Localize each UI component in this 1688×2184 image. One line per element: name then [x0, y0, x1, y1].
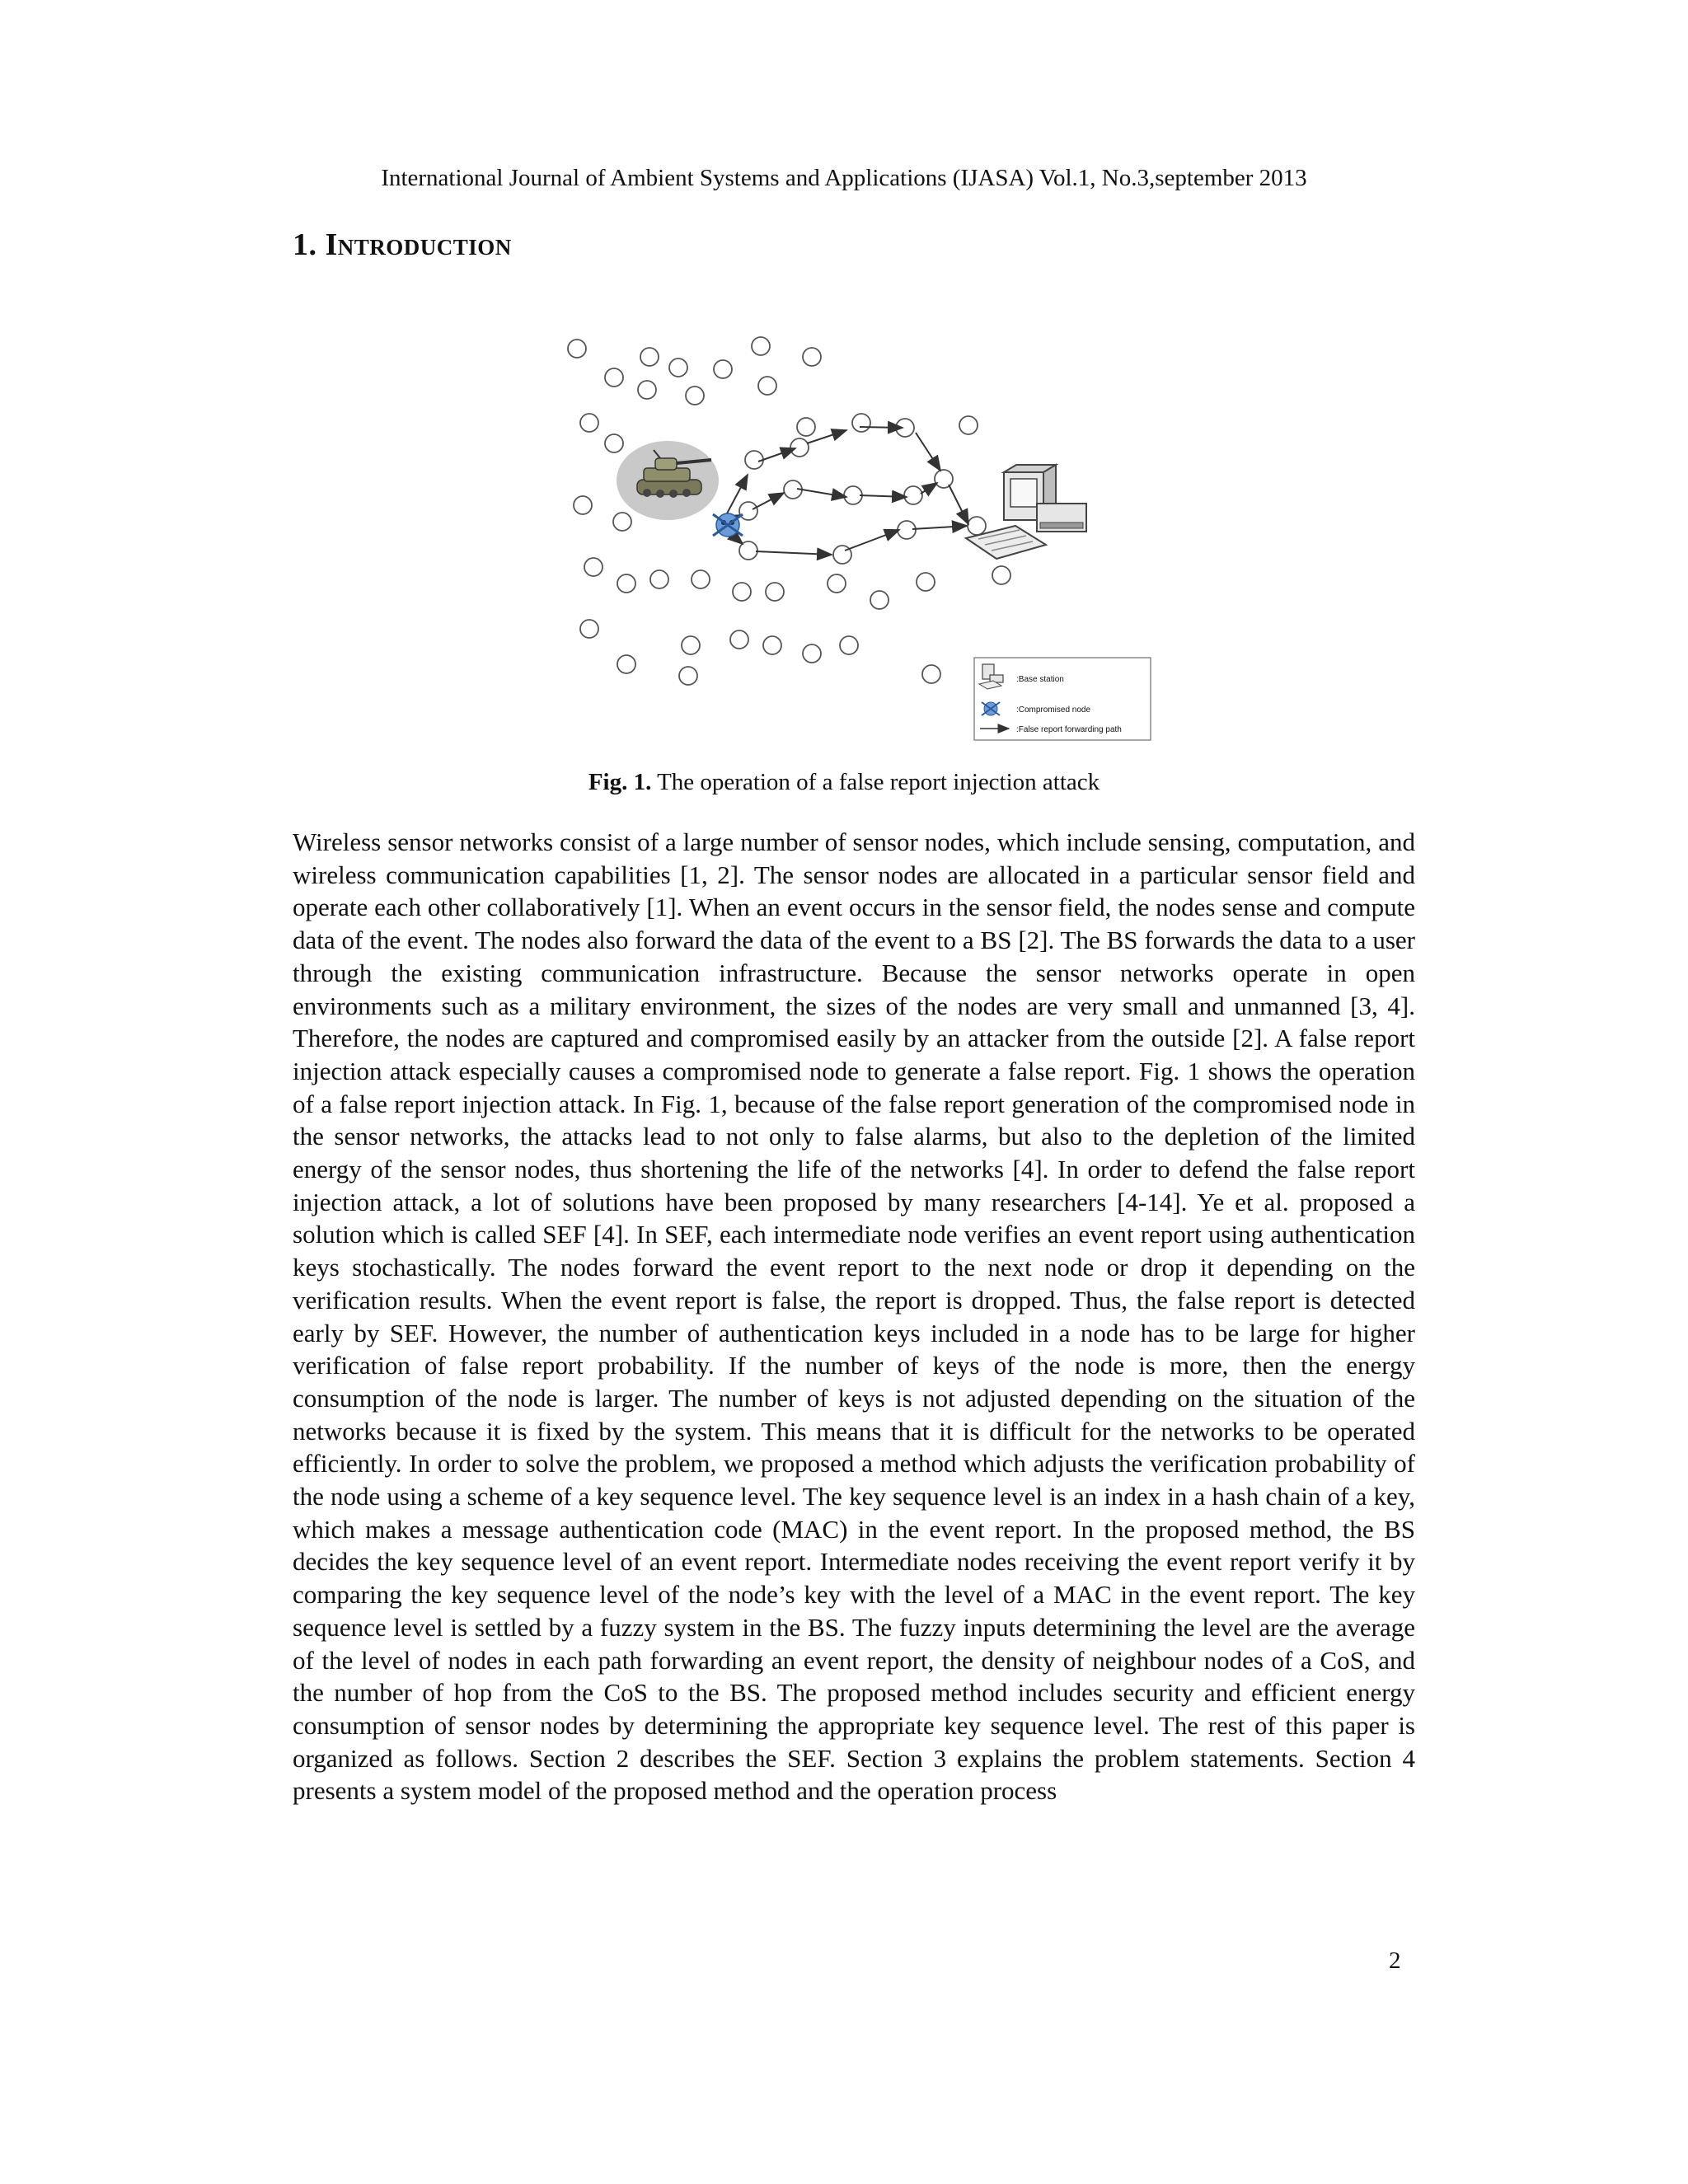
sensor-node-icon: [580, 414, 598, 432]
sensor-node-icon: [803, 348, 821, 366]
sensor-node-icon: [580, 620, 598, 638]
sensor-node-icon: [904, 486, 922, 504]
sensor-node-icon: [714, 360, 732, 378]
sensor-node-icon: [574, 496, 592, 514]
sensor-node-icon: [730, 630, 748, 649]
tank-icon: [617, 441, 719, 520]
sensor-node-icon: [605, 368, 623, 387]
sensor-node-icon: [638, 381, 656, 399]
figure-1: [556, 328, 1158, 744]
sensor-node-icon: [758, 377, 776, 395]
sensor-node-icon: [650, 570, 668, 588]
skull-icon: [713, 513, 743, 537]
sensor-node-icon: [922, 665, 940, 683]
sensor-node-icon: [992, 566, 1010, 584]
section-title-text: Introduction: [325, 227, 512, 262]
section-heading: [293, 227, 512, 263]
sensor-node-icon: [852, 414, 870, 432]
sensor-node-icon: [682, 636, 700, 654]
sensor-node-icon: [828, 574, 846, 593]
sensor-node-icon: [617, 655, 635, 673]
legend-false-path: :False report forwarding path: [1016, 725, 1122, 734]
sensor-node-icon: [797, 418, 815, 436]
sensor-node-icon: [617, 574, 635, 593]
figure-caption-label: Fig. 1.: [588, 769, 652, 795]
sensor-node-icon: [752, 337, 770, 355]
sensor-node-icon: [733, 583, 751, 601]
sensor-node-icon: [584, 558, 603, 576]
sensor-node-icon: [917, 573, 935, 591]
sensor-node-icon: [766, 583, 784, 601]
legend-base-station: :Base station: [1016, 675, 1064, 684]
figure-legend: [974, 658, 1151, 740]
sensor-node-icon: [686, 387, 704, 405]
legend-skull-icon: [982, 702, 1000, 715]
sensor-node-icon: [568, 340, 586, 358]
sensor-node-icon: [935, 470, 953, 488]
sensor-node-icon: [968, 517, 986, 535]
sensor-node-icon: [739, 502, 757, 520]
legend-compromised-node: :Compromised node: [1016, 705, 1091, 715]
sensor-node-icon: [640, 348, 659, 366]
sensor-node-icon: [959, 416, 978, 434]
sensor-node-icon: [669, 359, 687, 377]
sensor-nodes: [568, 337, 1010, 685]
sensor-node-icon: [844, 486, 862, 504]
sensor-node-icon: [605, 434, 623, 452]
page-number: 2: [1389, 1947, 1401, 1974]
sensor-node-icon: [679, 667, 697, 685]
sensor-node-icon: [763, 636, 781, 654]
body-paragraph: Wireless sensor networks consist of a large number of sensor nodes, which include sensing, computation, and wireless communication capabilities [1, 2]. The sensor nodes are allocated in a particular sensor field and operate each other collaboratively [1]. When an event occurs in the sensor field, the nodes sense and compute data of the event. The nodes also forward the data of the event to a BS [2]. The BS forwards the data to a user through the existing communication infrastructure. Because the sensor networks operate in open environments such as a military environment, the sizes of the nodes are very small and unmanned [3, 4]. Therefore, the nodes are captured and compromised easily by an attacker from the outside [2]. A false report injection attack especially causes a compromised node to generate a false report. Fig. 1 shows the operation of a false report injection attack. In Fig. 1, because of the false report generation of the compromised node in the sensor networks, the attacks lead to not only to false alarms, but also to the depletion of the limited energy of the sensor nodes, thus shortening the life of the networks [4]. In order to defend the false report injection attack, a lot of solutions have been proposed by many researchers [4-14]. Ye et al. proposed a solution which is called SEF [4]. In SEF, each intermediate node verifies an event report using authentication keys stochastically. The nodes forward the event report to the next node or drop it depending on the verification results. When the event report is false, the report is dropped. Thus, the false report is detected early by SEF. However, the number of authentication keys included in a node has to be large for higher verification of false report probability. If the number of keys of the node is more, then the energy consumption of the node is larger. The number of keys is not adjusted depending on the situation of the networks because it is fixed by the system. This means that it is difficult for the networks to be operated efficiently. In order to solve the problem, we proposed a method which adjusts the verification probability of the node using a scheme of a key sequence level. The key sequence level is an index in a hash chain of a key, which makes a message authentication code (MAC) in the event report. In the proposed method, the BS decides the key sequence level of an event report. Intermediate nodes receiving the event report verify it by comparing the key sequence level of the node’s key with the level of a MAC in the event report. The key sequence level is settled by a fuzzy system in the BS. The fuzzy inputs determining the level are the average of the level of nodes in each path forwarding an event report, the density of neighbour nodes of a CoS, and the number of hop from the CoS to the BS. The proposed method includes security and efficient energy consumption of sensor nodes by determining the appropriate key sequence level. The rest of this paper is organized as follows. Section 2 describes the SEF. Section 3 explains the problem statements. Section 4 presents a system model of the proposed method and the operation process: [293, 827, 1415, 1806]
sensor-node-icon: [790, 438, 809, 457]
section-number: 1.: [293, 227, 317, 262]
figure-caption: [0, 769, 1688, 796]
network-diagram: [556, 328, 1158, 744]
figure-caption-text: The operation of a false report injection attack: [651, 769, 1100, 795]
sensor-node-icon: [692, 570, 710, 588]
running-header: International Journal of Ambient Systems and Applications (IJASA) Vol.1, No.3,september 2013: [381, 165, 1307, 191]
sensor-node-icon: [870, 591, 889, 609]
sensor-node-icon: [613, 513, 631, 531]
sensor-node-icon: [803, 644, 821, 663]
sensor-node-icon: [898, 521, 916, 539]
computer-icon: [966, 465, 1086, 559]
sensor-node-icon: [840, 636, 858, 654]
